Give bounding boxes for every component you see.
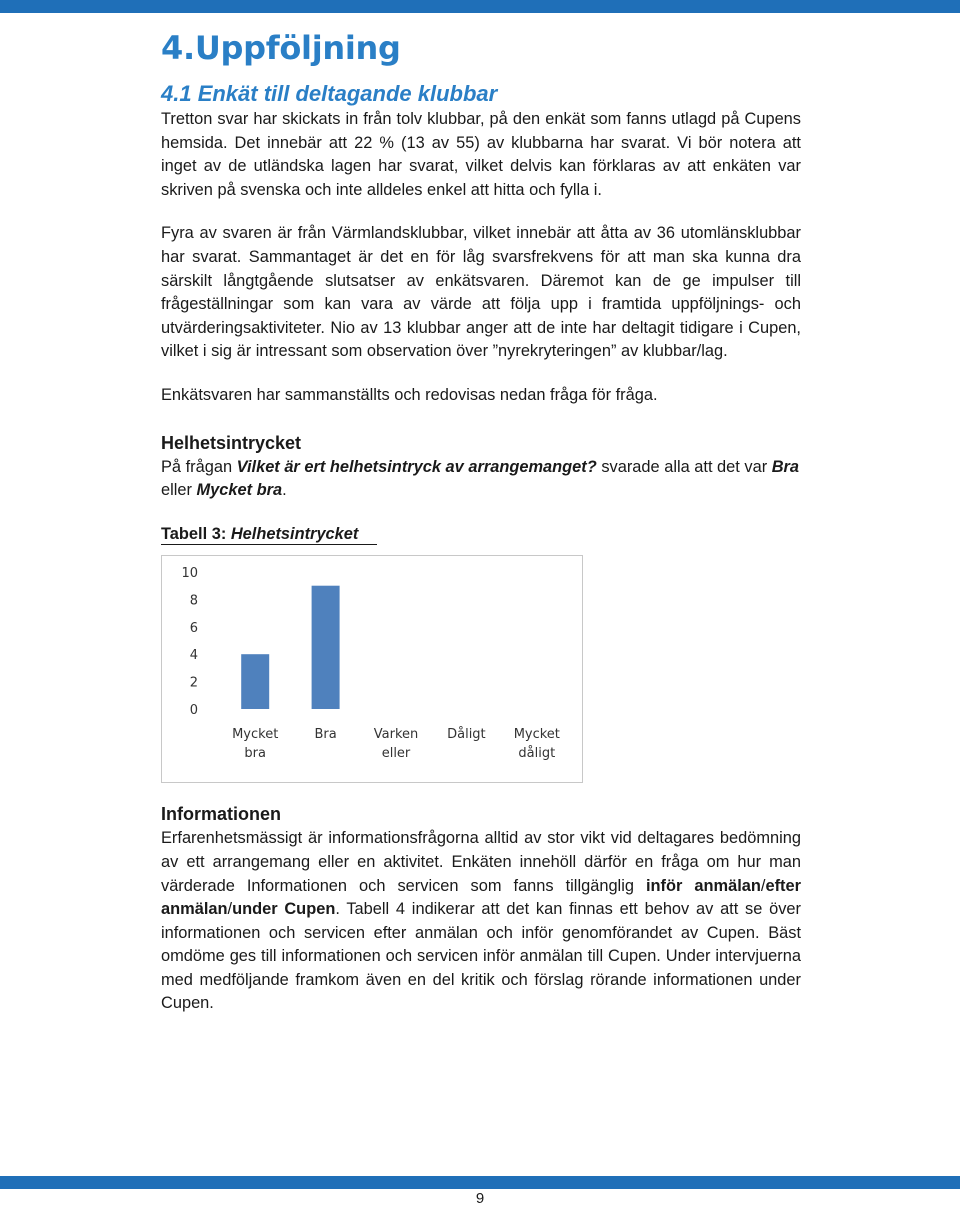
x-tick-label: bra <box>244 746 266 762</box>
bar <box>312 586 340 709</box>
chapter-title <box>161 26 801 80</box>
y-tick-label: 4 <box>189 648 198 664</box>
x-tick-label: Dåligt <box>447 727 486 743</box>
table-caption-title: Helhetsintrycket <box>230 524 359 543</box>
helhet-end: . <box>282 481 287 500</box>
x-tick-label: eller <box>381 746 411 762</box>
helhet-prefix: På frågan <box>161 457 237 476</box>
chart-svg <box>162 556 582 782</box>
helhet-paragraph <box>161 456 801 503</box>
helhet-mid: svarade alla att det var <box>596 457 772 476</box>
y-tick-label: 0 <box>189 703 198 719</box>
helhet-or: eller <box>161 481 197 500</box>
bar <box>241 655 269 710</box>
info-bold-efter: efter anmälan <box>161 876 801 919</box>
y-tick-label: 6 <box>189 621 198 637</box>
paragraph-intro: Tretton svar har skickats in från tolv klubbar, på den enkät som fanns utlagd på Cupens hemsida. Det innebär att 22 % (13 av 55) av klubbarna har svarat. Vi bör notera att inget av de utländska lagen har svarat, vilket delvis kan förklaras av att enkäten var skriven på svenska och inte alldeles enkel att hitta och fylla i. <box>161 110 801 199</box>
x-tick-label: Mycket <box>232 727 279 743</box>
helhet-chart <box>161 555 583 783</box>
info-bold-under: under Cupen <box>232 900 336 919</box>
info-slash-2: / <box>227 900 233 919</box>
top-decorative-bar <box>0 0 960 13</box>
helhet-answer-mycket-bra: Mycket bra <box>196 481 283 500</box>
info-bold-infor: inför anmälan <box>645 876 761 895</box>
y-tick-label: 2 <box>189 675 198 691</box>
x-tick-label: Varken <box>373 727 419 743</box>
helhet-heading: Helhetsintrycket <box>161 432 302 453</box>
table-caption <box>161 523 801 547</box>
chapter-number: 4. <box>161 29 195 67</box>
paragraph-summary: Enkätsvaren har sammanställts och redovisas nedan fråga för fråga. <box>161 385 658 404</box>
x-tick-label: Bra <box>314 727 337 743</box>
table-caption-label: Tabell 3: <box>161 524 231 543</box>
info-slash-1: / <box>760 876 766 895</box>
paragraph-varmland: Fyra av svaren är från Värmlandsklubbar, vilket innebär att åtta av 36 utomlänsklubbar har svarat. Sammantaget är det en för låg svarsfrekvens för att man ska kunna dra särskilt långtgående slutsatser av enkätsvaren. Däremot kan de ge impulser till frågeställningar som kan vara av värde att följa upp i framtida uppföljnings- och utvärderingsaktiviteter. Nio av 13 klubbar anger att de inte har deltagit tidigare i Cupen, vilket i sig är intressant som observation över ”nyrekryteringen” av klubbar/lag. <box>161 224 801 361</box>
informationen-paragraph <box>161 827 801 1016</box>
chapter-title-text: Uppföljning <box>194 29 401 67</box>
helhet-question: Vilket är ert helhetsintryck av arrangemanget? <box>236 457 597 476</box>
info-text-1: Erfarenhetsmässigt är informationsfrågorna alltid av stor vikt vid deltagares bedömning av ett arrangemang eller en aktivitet. Enkäten innehöll därför en fråga om hur man värderade Informationen och servicen som fanns tillgänglig <box>161 829 801 895</box>
page-number: 9 <box>475 1190 485 1207</box>
page-content <box>161 26 801 1016</box>
y-tick-label: 8 <box>189 593 198 609</box>
bottom-decorative-bar <box>0 1176 960 1189</box>
info-text-2: . Tabell 4 indikerar att det kan finnas ett behov av att se över informationen och servicen efter anmälan och inför genomförandet av Cupen. Bäst omdöme ges till informationen och servicen inför anmälan till Cupen. Under intervjuerna med medföljande framkom även en del kritik och förslag rörande informationen under Cupen. <box>161 900 801 1013</box>
y-tick-label: 10 <box>181 566 198 582</box>
informationen-heading: Informationen <box>161 804 281 825</box>
x-tick-label: dåligt <box>518 746 556 762</box>
helhet-answer-bra: Bra <box>771 457 800 476</box>
x-tick-label: Mycket <box>513 727 560 743</box>
section-title: 4.1 Enkät till deltagande klubbar <box>161 81 498 106</box>
